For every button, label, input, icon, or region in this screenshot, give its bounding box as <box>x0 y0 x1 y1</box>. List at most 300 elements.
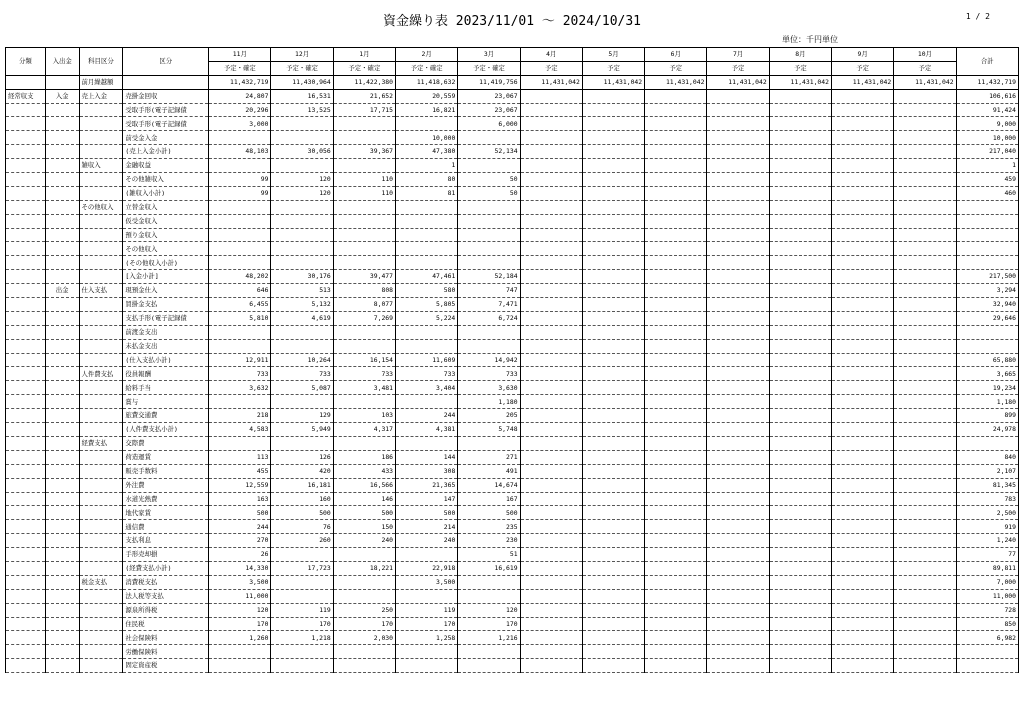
value-cell <box>707 186 769 200</box>
value-cell <box>645 311 707 325</box>
value-cell <box>769 506 831 520</box>
value-cell: 230 <box>458 534 520 548</box>
value-cell: 218 <box>209 409 271 423</box>
value-cell: 500 <box>333 506 395 520</box>
value-cell <box>582 506 644 520</box>
category-cell <box>6 631 46 645</box>
plan-header: 予定 <box>894 61 956 75</box>
category-cell <box>6 353 46 367</box>
value-cell <box>582 325 644 339</box>
value-cell <box>894 159 956 173</box>
value-cell <box>831 548 893 562</box>
item-label: 住民税 <box>123 617 209 631</box>
value-cell: 3,000 <box>209 117 271 131</box>
value-cell <box>769 159 831 173</box>
value-cell: 1 <box>396 159 458 173</box>
subject-cell <box>79 256 123 270</box>
direction-cell: 出金 <box>45 284 79 298</box>
total-cell: 3,294 <box>956 284 1018 298</box>
value-cell <box>209 659 271 673</box>
month-header: 2月 <box>396 48 458 62</box>
value-cell: 52,184 <box>458 270 520 284</box>
value-cell <box>645 242 707 256</box>
value-cell <box>582 450 644 464</box>
value-cell <box>520 631 582 645</box>
value-cell: 11,431,042 <box>894 75 956 89</box>
value-cell: 14,330 <box>209 561 271 575</box>
direction-cell <box>45 242 79 256</box>
value-cell <box>894 256 956 270</box>
direction-cell <box>45 214 79 228</box>
value-cell: 16,566 <box>333 478 395 492</box>
table-row <box>6 311 1019 325</box>
value-cell <box>769 242 831 256</box>
table-row <box>6 436 1019 450</box>
value-cell <box>458 256 520 270</box>
category-cell <box>6 534 46 548</box>
value-cell <box>831 534 893 548</box>
value-cell <box>582 409 644 423</box>
item-label: 受取手形(電子記録債 <box>123 117 209 131</box>
value-cell: 11,000 <box>209 589 271 603</box>
value-cell <box>645 325 707 339</box>
value-cell <box>645 270 707 284</box>
value-cell: 80 <box>396 173 458 187</box>
value-cell <box>582 228 644 242</box>
value-cell <box>520 381 582 395</box>
direction-cell <box>45 131 79 145</box>
table-row <box>6 575 1019 589</box>
value-cell: 420 <box>271 464 333 478</box>
item-label: 旅費交通費 <box>123 409 209 423</box>
value-cell <box>582 270 644 284</box>
item-label: 買掛金支払 <box>123 298 209 312</box>
value-cell <box>396 200 458 214</box>
value-cell <box>894 214 956 228</box>
value-cell: 500 <box>458 506 520 520</box>
value-cell <box>645 298 707 312</box>
category-cell <box>6 145 46 159</box>
direction-cell <box>45 450 79 464</box>
value-cell: 240 <box>396 534 458 548</box>
item-label: 前渡金支出 <box>123 325 209 339</box>
item-label: 金融収益 <box>123 159 209 173</box>
value-cell <box>831 436 893 450</box>
table-row <box>6 561 1019 575</box>
category-cell <box>6 478 46 492</box>
item-label: (その他収入小計) <box>123 256 209 270</box>
direction-cell <box>45 617 79 631</box>
value-cell <box>520 436 582 450</box>
direction-cell <box>45 520 79 534</box>
direction-cell <box>45 200 79 214</box>
subject-cell <box>79 506 123 520</box>
value-cell <box>333 325 395 339</box>
category-cell <box>6 256 46 270</box>
plan-header: 予定 <box>645 61 707 75</box>
value-cell <box>520 534 582 548</box>
total-cell <box>956 200 1018 214</box>
total-cell <box>956 214 1018 228</box>
value-cell <box>520 492 582 506</box>
value-cell: 2,030 <box>333 631 395 645</box>
value-cell: 120 <box>271 186 333 200</box>
value-cell: 146 <box>333 492 395 506</box>
value-cell <box>707 270 769 284</box>
value-cell: 7,471 <box>458 298 520 312</box>
table-row <box>6 631 1019 645</box>
value-cell <box>396 436 458 450</box>
direction-cell: 入金 <box>45 89 79 103</box>
value-cell: 1,258 <box>396 631 458 645</box>
direction-cell <box>45 381 79 395</box>
value-cell <box>707 117 769 131</box>
value-cell <box>769 228 831 242</box>
value-cell: 23,067 <box>458 89 520 103</box>
value-cell: 455 <box>209 464 271 478</box>
plan-header: 予定・確定 <box>333 61 395 75</box>
value-cell: 491 <box>458 464 520 478</box>
value-cell <box>333 228 395 242</box>
value-cell: 733 <box>458 367 520 381</box>
page-number: 1 / 2 <box>965 12 990 21</box>
value-cell <box>458 228 520 242</box>
value-cell <box>707 520 769 534</box>
direction-cell <box>45 270 79 284</box>
value-cell <box>831 325 893 339</box>
plan-header: 予定 <box>520 61 582 75</box>
value-cell <box>396 242 458 256</box>
subject-cell <box>79 228 123 242</box>
value-cell: 48,103 <box>209 145 271 159</box>
direction-cell <box>45 159 79 173</box>
category-cell <box>6 395 46 409</box>
value-cell <box>520 603 582 617</box>
direction-cell <box>45 478 79 492</box>
value-cell <box>582 520 644 534</box>
value-cell <box>645 367 707 381</box>
value-cell <box>520 103 582 117</box>
value-cell <box>520 270 582 284</box>
value-cell <box>582 298 644 312</box>
value-cell <box>769 492 831 506</box>
category-cell <box>6 159 46 173</box>
table-row <box>6 117 1019 131</box>
plan-header: 予定・確定 <box>271 61 333 75</box>
total-cell: 217,040 <box>956 145 1018 159</box>
value-cell: 120 <box>458 603 520 617</box>
category-cell <box>6 659 46 673</box>
value-cell: 167 <box>458 492 520 506</box>
value-cell <box>707 561 769 575</box>
value-cell <box>894 436 956 450</box>
item-label: (人件費支払小計) <box>123 423 209 437</box>
value-cell: 16,181 <box>271 478 333 492</box>
direction-cell <box>45 103 79 117</box>
value-cell <box>894 200 956 214</box>
value-cell: 47,380 <box>396 145 458 159</box>
item-label: 荷造運賃 <box>123 450 209 464</box>
value-cell <box>333 131 395 145</box>
subject-cell <box>79 311 123 325</box>
value-cell <box>769 464 831 478</box>
item-label: 労働保険料 <box>123 645 209 659</box>
direction-cell <box>45 506 79 520</box>
value-cell <box>645 395 707 409</box>
value-cell: 16,154 <box>333 353 395 367</box>
value-cell <box>520 478 582 492</box>
value-cell <box>831 214 893 228</box>
value-cell: 47,461 <box>396 270 458 284</box>
value-cell: 5,748 <box>458 423 520 437</box>
item-label: 源泉所得税 <box>123 603 209 617</box>
value-cell <box>520 214 582 228</box>
category-cell <box>6 520 46 534</box>
value-cell: 4,583 <box>209 423 271 437</box>
value-cell <box>271 214 333 228</box>
value-cell <box>645 492 707 506</box>
subject-cell <box>79 645 123 659</box>
value-cell: 646 <box>209 284 271 298</box>
value-cell <box>645 548 707 562</box>
value-cell: 99 <box>209 173 271 187</box>
value-cell <box>271 159 333 173</box>
value-cell <box>894 298 956 312</box>
value-cell: 52,134 <box>458 145 520 159</box>
value-cell <box>894 478 956 492</box>
value-cell: 120 <box>209 603 271 617</box>
value-cell <box>707 548 769 562</box>
subject-cell: 経費支払 <box>79 436 123 450</box>
month-header: 3月 <box>458 48 520 62</box>
value-cell: 11,430,964 <box>271 75 333 89</box>
value-cell: 170 <box>396 617 458 631</box>
value-cell <box>271 589 333 603</box>
value-cell: 5,224 <box>396 311 458 325</box>
value-cell: 119 <box>271 603 333 617</box>
subject-cell <box>79 103 123 117</box>
category-cell <box>6 186 46 200</box>
total-cell <box>956 659 1018 673</box>
table-row <box>6 423 1019 437</box>
value-cell <box>645 89 707 103</box>
value-cell: 4,317 <box>333 423 395 437</box>
total-cell: 1 <box>956 159 1018 173</box>
total-cell <box>956 325 1018 339</box>
direction-cell <box>45 298 79 312</box>
value-cell: 144 <box>396 450 458 464</box>
value-cell <box>271 117 333 131</box>
value-cell: 240 <box>333 534 395 548</box>
total-cell: 9,000 <box>956 117 1018 131</box>
table-row <box>6 534 1019 548</box>
header-bunrui: 分類 <box>6 48 46 76</box>
item-label: 立替金収入 <box>123 200 209 214</box>
item-label: 交際費 <box>123 436 209 450</box>
value-cell <box>831 520 893 534</box>
total-cell: 7,000 <box>956 575 1018 589</box>
value-cell: 733 <box>396 367 458 381</box>
subject-cell <box>79 450 123 464</box>
value-cell <box>645 145 707 159</box>
value-cell <box>582 131 644 145</box>
subject-cell <box>79 145 123 159</box>
value-cell <box>707 478 769 492</box>
value-cell <box>894 311 956 325</box>
value-cell <box>769 617 831 631</box>
value-cell: 22,918 <box>396 561 458 575</box>
value-cell <box>520 339 582 353</box>
value-cell <box>271 659 333 673</box>
table-row <box>6 131 1019 145</box>
total-cell: 1,180 <box>956 395 1018 409</box>
value-cell <box>831 89 893 103</box>
subject-cell: その他収入 <box>79 200 123 214</box>
value-cell <box>707 575 769 589</box>
value-cell: 5,949 <box>271 423 333 437</box>
table-row <box>6 159 1019 173</box>
category-cell <box>6 117 46 131</box>
value-cell <box>894 186 956 200</box>
category-cell <box>6 270 46 284</box>
header-kamoku: 科目区分 <box>79 48 123 76</box>
value-cell <box>769 339 831 353</box>
value-cell <box>333 214 395 228</box>
value-cell: 13,525 <box>271 103 333 117</box>
value-cell <box>707 298 769 312</box>
value-cell <box>769 145 831 159</box>
value-cell <box>209 325 271 339</box>
table-row <box>6 353 1019 367</box>
value-cell <box>396 589 458 603</box>
value-cell <box>520 548 582 562</box>
value-cell: 21,652 <box>333 89 395 103</box>
value-cell <box>769 353 831 367</box>
value-cell <box>645 464 707 478</box>
value-cell <box>645 103 707 117</box>
value-cell <box>582 534 644 548</box>
item-label: 外注費 <box>123 478 209 492</box>
subject-cell <box>79 617 123 631</box>
value-cell <box>582 339 644 353</box>
direction-cell <box>45 256 79 270</box>
item-label: 給料手当 <box>123 381 209 395</box>
value-cell <box>333 339 395 353</box>
value-cell <box>520 242 582 256</box>
month-header: 6月 <box>645 48 707 62</box>
subject-cell <box>79 492 123 506</box>
value-cell <box>707 423 769 437</box>
direction-cell <box>45 339 79 353</box>
value-cell <box>769 298 831 312</box>
value-cell: 11,431,042 <box>831 75 893 89</box>
value-cell <box>333 436 395 450</box>
value-cell <box>271 256 333 270</box>
value-cell <box>707 159 769 173</box>
value-cell: 244 <box>396 409 458 423</box>
value-cell <box>831 645 893 659</box>
value-cell <box>209 256 271 270</box>
subject-cell: 税金支払 <box>79 575 123 589</box>
value-cell <box>582 659 644 673</box>
item-label <box>123 75 209 89</box>
value-cell: 81 <box>396 186 458 200</box>
value-cell <box>582 353 644 367</box>
value-cell <box>396 228 458 242</box>
value-cell: 50 <box>458 173 520 187</box>
value-cell <box>396 395 458 409</box>
value-cell <box>894 117 956 131</box>
value-cell <box>582 589 644 603</box>
item-label: 受取手形(電子記録債 <box>123 103 209 117</box>
item-label: 支払利息 <box>123 534 209 548</box>
table-header <box>6 48 1019 76</box>
plan-header: 予定 <box>831 61 893 75</box>
subject-cell <box>79 117 123 131</box>
table-body <box>6 75 1019 672</box>
value-cell <box>769 534 831 548</box>
category-cell <box>6 617 46 631</box>
value-cell: 110 <box>333 173 395 187</box>
value-cell: 5,132 <box>271 298 333 312</box>
value-cell <box>894 575 956 589</box>
value-cell <box>769 478 831 492</box>
value-cell <box>645 186 707 200</box>
value-cell <box>707 589 769 603</box>
value-cell <box>707 631 769 645</box>
value-cell <box>582 464 644 478</box>
value-cell <box>333 645 395 659</box>
value-cell <box>645 339 707 353</box>
value-cell <box>707 145 769 159</box>
table-row <box>6 589 1019 603</box>
value-cell <box>520 117 582 131</box>
value-cell <box>520 256 582 270</box>
value-cell <box>769 381 831 395</box>
total-cell: 65,880 <box>956 353 1018 367</box>
value-cell <box>769 575 831 589</box>
value-cell: 14,674 <box>458 478 520 492</box>
value-cell <box>707 339 769 353</box>
value-cell: 5,805 <box>396 298 458 312</box>
value-cell <box>520 506 582 520</box>
value-cell <box>645 575 707 589</box>
value-cell <box>645 131 707 145</box>
total-cell <box>956 645 1018 659</box>
value-cell <box>582 436 644 450</box>
value-cell <box>520 159 582 173</box>
category-cell <box>6 548 46 562</box>
total-cell <box>956 436 1018 450</box>
value-cell <box>707 381 769 395</box>
value-cell <box>271 395 333 409</box>
table-row <box>6 228 1019 242</box>
table-row <box>6 298 1019 312</box>
value-cell: 6,455 <box>209 298 271 312</box>
direction-cell <box>45 589 79 603</box>
value-cell: 11,431,042 <box>707 75 769 89</box>
item-label: 販売手数料 <box>123 464 209 478</box>
item-label: 預り金収入 <box>123 228 209 242</box>
value-cell <box>582 311 644 325</box>
month-header: 9月 <box>831 48 893 62</box>
direction-cell <box>45 603 79 617</box>
value-cell <box>271 242 333 256</box>
value-cell: 244 <box>209 520 271 534</box>
total-cell: 3,665 <box>956 367 1018 381</box>
value-cell <box>458 214 520 228</box>
cashflow-table <box>5 47 1019 673</box>
